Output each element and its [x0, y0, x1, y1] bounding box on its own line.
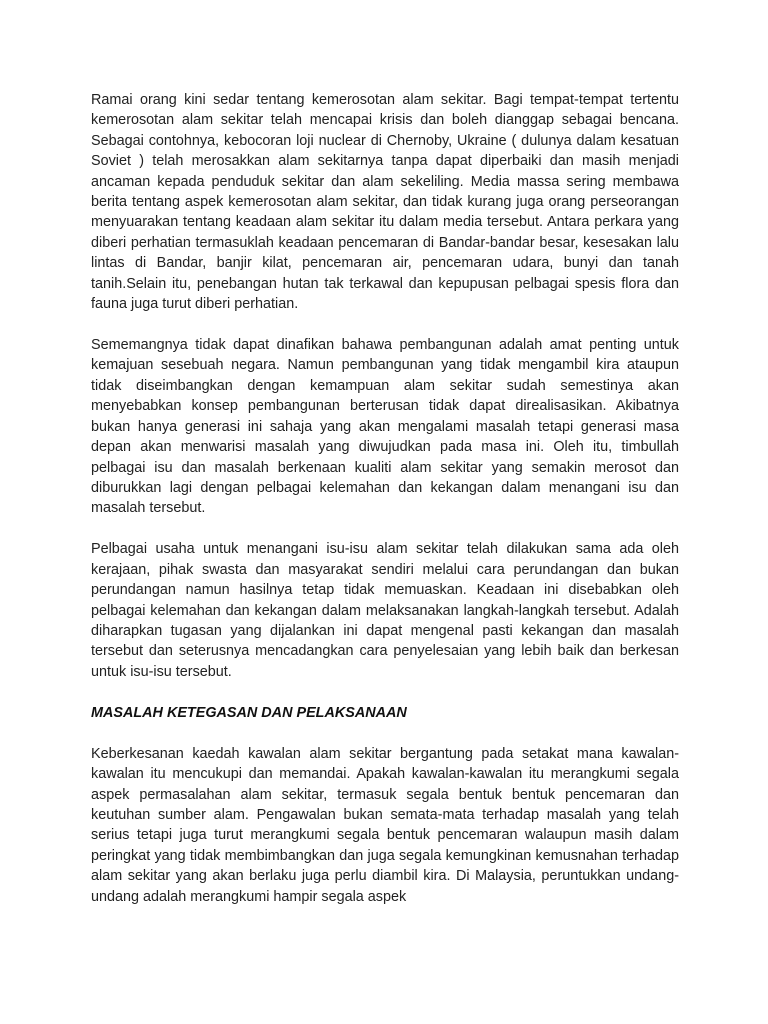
- paragraph-efforts: Pelbagai usaha untuk menangani isu-isu alam sekitar telah dilakukan sama ada oleh kerajaan, pihak swasta dan masyarakat sendiri melalui cara perundangan dan bukan perundangan namun hasilnya tetap tidak memuaskan. Keadaan ini disebabkan oleh pelbagai kelemahan dan kekangan dalam melaksanakan langkah-langkah tersebut. Adalah diharapkan tugasan yang dijalankan ini dapat mengenal pasti kekangan dan masalah tersebut dan seterusnya mencadangkan cara penyelesaian yang lebih baik dan berkesan untuk isu-isu tersebut.: [91, 541, 679, 680]
- section-heading: MASALAH KETEGASAN DAN PELAKSANAAN: [91, 704, 407, 721]
- paragraph-control-effectiveness: Keberkesanan kaedah kawalan alam sekitar bergantung pada setakat mana kawalan-kawalan itu mencukupi dan memandai. Apakah kawalan-kawalan itu merangkumi segala aspek permasalahan alam sekitar, termasuk segala bentuk bentuk pencemaran dan keutuhan sumber alam. Pengawalan bukan semata-mata terhadap masalah yang telah serius tetapi juga turut merangkumi segala bentuk pencemaran walaupun masih dalam peringkat yang tidak membimbangkan dan juga segala kemungkinan kemusnahan terhadap alam sekitar yang akan berlaku juga perlu diambil kira. Di Malaysia, peruntukkan undang-undang adalah merangkumi hampir segala aspek: [91, 745, 679, 905]
- paragraph-development: Sememangnya tidak dapat dinafikan bahawa pembangunan adalah amat penting untuk kemajuan sesebuah negara. Namun pembangunan yang tidak mengambil kira ataupun tidak diseimbangkan dengan kemampuan alam sekitar sudah semestinya akan menyebabkan konsep pembangunan berterusan tidak dapat direalisasikan. Akibatnya bukan hanya generasi ini sahaja yang akan mengalami masalah tetapi generasi masa depan akan menwarisi masalah yang diwujudkan pada masa ini. Oleh itu, timbullah pelbagai isu dan masalah berkenaan kualiti alam sekitar yang semakin merosot dan diburukkan lagi dengan pelbagai kelemahan dan kekangan dalam menangani isu dan masalah tersebut.: [91, 337, 679, 517]
- document-body: [91, 90, 679, 928]
- paragraph-intro: Ramai orang kini sedar tentang kemerosotan alam sekitar. Bagi tempat-tempat tertentu kemerosotan alam sekitar telah mencapai krisis dan boleh dianggap sebagai bencana. Sebagai contohnya, kebocoran loji nuclear di Chernoby, Ukraine ( dulunya dalam kesatuan Soviet ) telah merosakkan alam sekitarnya tanpa dapat diperbaiki dan masih menjadi ancaman kepada penduduk sekitar dan alam sekeliling. Media massa sering membawa berita tentang aspek kemerosotan alam sekitar, dan tidak kurang juga orang perseorangan menyuarakan tentang keadaan alam sekitar itu dalam media tersebut. Antara perkara yang diberi perhatian termasuklah keadaan pencemaran di Bandar-bandar besar, kesesakan lalu lintas di Bandar, banjir kilat, pencemaran air, pencemaran udara, bunyi dan tanah tanih.Selain itu, penebangan hutan tak terkawal dan kepupusan pelbagai spesis flora dan fauna juga turut diberi perhatian.: [91, 92, 679, 313]
